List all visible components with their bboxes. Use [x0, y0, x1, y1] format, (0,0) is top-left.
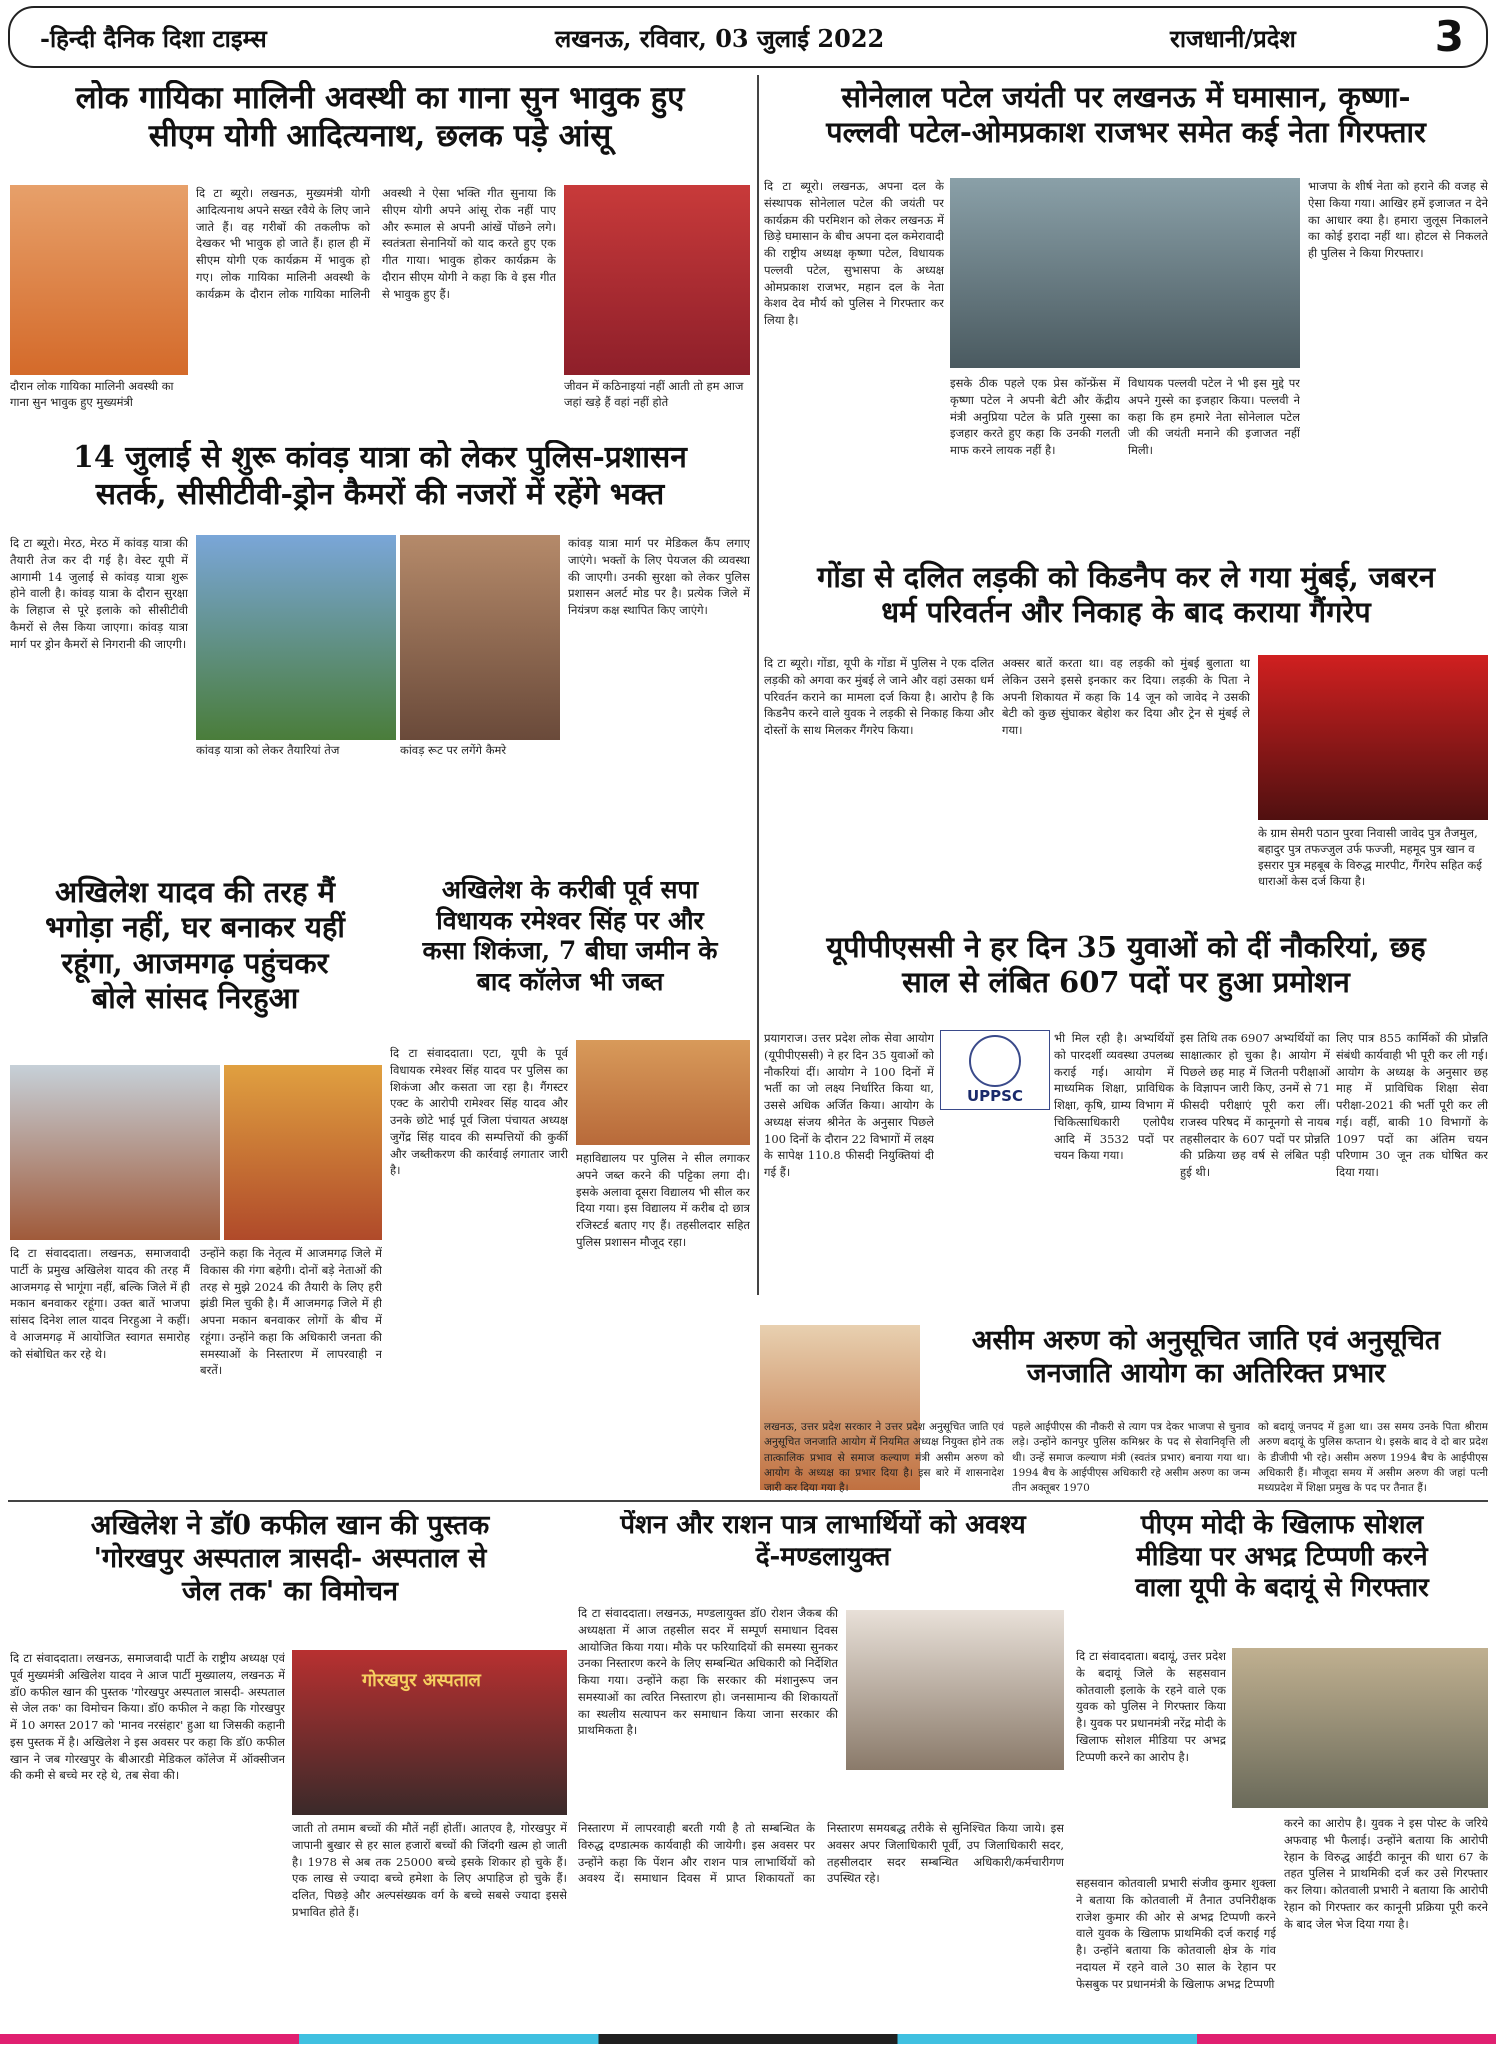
- gonda-body-col2: अक्सर बातें करता था। वह लड़की को मुंबई बुलाता था लेकिन उसने इससे इनकार कर दिया। लड़की के पिता ने अपनी शिकायत में कहा कि 14 जून को जावेद ने उसकी बेटी को कुछ सुंघाकर बेहोश कर दिया और ट्रेन से मुंबई ले गया।: [1002, 656, 1250, 738]
- kafeel-body-col2: जाती तो तमाम बच्चों की मौतें नहीं होतीं। आतएव है, गोरखपुर में जापानी बुखार से हर साल हजारों बच्चों की जिंदगी खत्म हो जाती है। 1978 से अब तक 25000 बच्चे इसके शिकार हो चुके हैं। एक लाख से ज्यादा बच्चे हमेशा के लिए अपाहिज हो चुके हैं। दलित, पिछड़े और अल्पसंख्यक वर्ग के बच्चे सबसे ज्यादा इससे प्रभावित होते हैं।: [292, 1821, 567, 1919]
- page-number: 3: [1434, 12, 1464, 61]
- malini-photo: [564, 185, 750, 375]
- pension-body: दि टा संवाददाता। लखनऊ, मण्डलायुक्त डॉ0 रोशन जैकब की अध्यक्षता में आज तहसील सदर में सम्पूर्ण समाधान दिवस आयोजित किया गया। मौके पर फरियादियों की समस्या सुनकर उनका निस्तारण करने के लिए सम्बन्धित अधिकारी को निर्देशित किया गया। उन्होंने कहा कि सरकार की मंशानुरूप जन समस्याओं का त्वरित निस्तारण हो। जनसामान्य की शिकायतों का स्थलीय सत्यापन कर समाधान किया जाना सरकार की प्राथमिकता है।: [578, 1606, 838, 1738]
- gonda-body-col1: दि टा ब्यूरो। गोंडा, यूपी के गोंडा में पुलिस ने एक दलित लड़की को अगवा कर मुंबई ले जाने और वहां उसका धर्म परिवर्तन कराने का मामला दर्ज किया है। आरोप है कि किडनैप करने वाले युवक ने लड़की से निकाह किया और दोस्तों के साथ मिलकर गैंगरेप किया।: [764, 656, 994, 738]
- asim-headline-line2: जनजाति आयोग का अतिरिक्त प्रभार: [1026, 1357, 1386, 1389]
- badaun-headline: [1076, 1510, 1488, 1640]
- sonelal-headline-line2: पल्लवी पटेल-ओमप्रकाश राजभर समेत कई नेता गिरफ्तार: [826, 115, 1426, 150]
- nirahua-headline-line2: भगोड़ा नहीं, घर बनाकर यहीं: [45, 910, 345, 945]
- uppsc-headline-line1: यूपीपीएससी ने हर दिन 35 युवाओं को दीं नौकरियां, छह: [826, 930, 1426, 964]
- uppsc-body-col2: भी मिल रही है। अभ्यर्थियों को पारदर्शी व्यवस्था उपलब्ध कराई गई। आयोग में माध्यमिक शिक्षा, प्राविधिक शिक्षा, कृषि, ग्राम्य विभाग में चिकित्साधिकारी एलोपैथ आदि में 3532 पदों पर चयन किया गया।: [1054, 1031, 1174, 1163]
- section-name: राजधानी/प्रदेश: [1170, 24, 1296, 53]
- rameshwar-headline-line3: कसा शिकंजा, 7 बीघा जमीन के: [422, 936, 718, 965]
- rameshwar-headline-line1: अखिलेश के करीबी पूर्व सपा: [441, 875, 699, 904]
- uppsc-logo-text: UPPSC: [967, 1087, 1023, 1105]
- malini-caption-right: जीवन में कठिनाइयां नहीं आती तो हम आज जहां खड़े हैं वहां नहीं होते: [564, 379, 744, 410]
- badaun-body-col2: करने का आरोप है। युवक ने इस पोस्ट के जरिये अफवाह भी फैलाई। उन्होंने बताया कि आरोपी रेहान के विरुद्ध आईटी कानून की धारा 67 के तहत पुलिस ने प्राथमिकी दर्ज कर उसे गिरफ्तार कर लिया। कोतवाली प्रभारी ने बताया कि आरोपी रेहान को गिरफ्तार कर कानूनी प्रक्रिया पूरी करने के बाद जेल भेज दिया गया है।: [1284, 1816, 1488, 1931]
- kanwar-headline-line1: 14 जुलाई से शुरू कांवड़ यात्रा को लेकर पुलिस-प्रशासन: [73, 440, 687, 475]
- nirahua-headline: [10, 875, 380, 1055]
- sonelal-body-col1: दि टा ब्यूरो। लखनऊ, अपना दल के संस्थापक सोनेलाल पटेल की जयंती पर कार्यक्रम की परमिशन को लेकर लखनऊ में छिड़े घमासान के बीच अपना दल कमेरावादी की राष्ट्रीय अध्यक्ष कृष्णा पटेल, विधायक पल्लवी पटेल, सुभासपा के अध्यक्ष ओमप्रकाश राजभर, महान दल के नेता केशव देव मौर्य को पुलिस ने गिरफ्तार कर लिया है।: [764, 179, 944, 328]
- rameshwar-headline-line2: विधायक रमेश्वर सिंह पर और: [436, 905, 704, 935]
- pension-headline-line2: दें-मण्डलायुक्त: [755, 1541, 891, 1572]
- nirahua-body-col1: दि टा संवाददाता। लखनऊ, समाजवादी पार्टी के प्रमुख अखिलेश यादव की तरह मैं आजमगढ़ से भागूंगा नहीं, बल्कि जिले में ही मकान बनवाकर रहूंगा। उक्त बातें भाजपा सांसद दिनेश लाल यादव निरहुआ ने कहीं। वे आजमगढ़ में आयोजित स्वागत समारोह को संबोधित कर रहे थे।: [10, 1246, 190, 1361]
- sonelal-body-col2: इसके ठीक पहले एक प्रेस कॉन्फ्रेंस में कृष्णा पटेल ने अपनी बेटी और केंद्रीय मंत्री अनुप्रिया पटेल के प्रति गुस्सा का इजहार करते हुए कहा कि उनकी गलती माफ करने लायक नहीं है।: [950, 376, 1120, 458]
- kanwar-photo-right: [400, 535, 560, 740]
- pension-headline-line1: पेंशन और राशन पात्र लाभार्थियों को अवश्य: [620, 1510, 1026, 1540]
- kanwar-caption-right: कांवड़ रूट पर लगेंगे कैमरे: [400, 743, 507, 757]
- uppsc-body-col1: प्रयागराज। उत्तर प्रदेश लोक सेवा आयोग (यूपीपीएससी) ने हर दिन 35 युवाओं को नौकरियां दीं। आयोग ने 100 दिनों में भर्ती का जो लक्ष्य निर्धारित किया था, उससे अधिक अर्जित किया। आयोग के अध्यक्ष संजय श्रीनेत के अनुसार पिछले 100 दिनों के दौरान 22 विभागों में लक्ष्य के सापेक्ष 110.8 फीसदी नियुक्तियां दी गई हैं।: [764, 1031, 934, 1180]
- dateline: लखनऊ, रविवार, 03 जुलाई 2022: [555, 24, 885, 53]
- rameshwar-body-col2: महाविद्यालय पर पुलिस ने सील लगाकर अपने जब्त करने की पट्टिका लगा दी। इसके अलावा दूसरा विद्यालय भी सील कर दिया गया। इस विद्यालय में करीब दो छात्र रजिस्टर्ड बताए गए हैं। तहसीलदार सहित पुलिस प्रशासन मौजूद रहा।: [576, 1151, 750, 1249]
- nirahua-body-col2: उन्होंने कहा कि नेतृत्व में आजमगढ़ जिले में विकास की गंगा बहेगी। दोनों बड़े नेताओं की तरह से मुझे 2024 की तैयारी के लिए हरी झंडी मिल चुकी है। मैं आजमगढ़ जिले में ही अपना मकान बनवाकर लोगों के बीच में रहूंगा। उन्होंने कहा कि अधिकारी जनता की समस्याओं के निस्तारण में लापरवाही न बरतें।: [200, 1246, 382, 1378]
- rameshwar-headline-line4: बाद कॉलेज भी जब्त: [476, 966, 664, 996]
- rameshwar-photo: [576, 1040, 750, 1145]
- emblem-icon: [969, 1035, 1021, 1087]
- gonda-headline: [764, 560, 1488, 650]
- kafeel-headline-line1: अखिलेश ने डॉ0 कफील खान की पुस्तक: [90, 1510, 490, 1541]
- kanwar-body-left: दि टा ब्यूरो। मेरठ, मेरठ में कांवड़ यात्रा की तैयारी तेज कर दी गई है। वेस्ट यूपी में आगामी 14 जुलाई से कांवड़ यात्रा शुरू होने वाली है। कांवड़ यात्रा के दौरान सुरक्षा के लिहाज से पूरे इलाके को सीसीटीवी कैमरों से लैस किया जाएगा। कांवड़ यात्रा मार्ग पर ड्रोन कैमरों से निगरानी की जाएगी।: [10, 536, 188, 651]
- gonda-photo: [1258, 655, 1488, 820]
- malini-headline: [10, 80, 750, 180]
- badaun-body-top: दि टा संवाददाता। बदायूं, उत्तर प्रदेश के बदायूं जिले के सहसवान कोतवाली इलाके के रहने वाले एक युवक को पुलिस ने गिरफ्तार किया है। युवक पर प्रधानमंत्री नरेंद्र मोदी के खिलाफ सोशल मीडिया पर अभद्र टिप्पणी करने का आरोप है।: [1076, 1649, 1226, 1764]
- uppsc-logo: [940, 1030, 1050, 1110]
- kafeel-headline-line3: जेल तक' का विमोचन: [182, 1575, 398, 1607]
- asim-body-col1: लखनऊ, उत्तर प्रदेश सरकार ने उत्तर प्रदेश अनुसूचित जाति एवं अनुसूचित जनजाति आयोग में नियमित अध्यक्ष नियुक्त होने तक तात्कालिक प्रभाव से समाज कल्याण मंत्री असीम अरुण को आयोग के अध्यक्ष का प्रभार दिया है। इस बारे में शासनादेश जारी कर दिया गया है।: [764, 1421, 1004, 1495]
- nirahua-headline-line3: रहूंगा, आजमगढ़ पहुंचकर: [61, 945, 329, 980]
- kanwar-headline-line2: सतर्क, सीसीटीवी-ड्रोन कैमरों की नजरों में रहेंगे भक्त: [95, 476, 665, 512]
- pension-headline: [578, 1510, 1068, 1600]
- malini-body: दि टा ब्यूरो। लखनऊ, मुख्यमंत्री योगी आदित्यनाथ अपने सख्त रवैये के लिए जाने जाते हैं। वह गरीबों की तकलीफ को देखकर भी भावुक हो जाते हैं। हाल ही में सीएम योगी एक कार्यक्रम में भावुक हो गए। लोक गायिका मालिनी अवस्थी के कार्यक्रम के दौरान लोक गायिका मालिनी अवस्थी ने ऐसा भक्ति गीत सुनाया कि सीएम योगी अपने आंसू रोक नहीं पाए और रूमाल से अपनी आंखें पोंछने लगे। स्वतंत्रता सेनानियों को याद करते हुए एक गीत गाया। भावुक होकर कार्यक्रम के दौरान सीएम योगी ने कहा कि वे इस गीत से भावुक हुए हैं।: [196, 186, 556, 301]
- gonda-caption: के ग्राम सेमरी पठान पुरवा निवासी जावेद पुत्र तैजमुल, बहादुर पुत्र तफज्जुल उर्फ फज्जी, महमूद पुत्र खान व इसरार पुत्र महबूब के विरुद्ध मारपीट, गैंगरेप सहित कई धाराओं केस दर्ज किया है।: [1258, 826, 1482, 889]
- kanwar-photo-left: [196, 535, 396, 740]
- gonda-headline-line2: धर्म परिवर्तन और निकाह के बाद कराया गैंगरेप: [881, 595, 1371, 630]
- sonelal-body-col4: भाजपा के शीर्ष नेता को हराने की वजह से ऐसा किया गया। आखिर हमें इजाजत न देने का आधार क्या है। हमारा जुलूस निकालने का कोई इरादा नहीं था। होटल से निकलते ही पुलिस ने किया गिरफ्तार।: [1308, 179, 1488, 261]
- uppsc-headline-line2: साल से लंबित 607 पदों पर हुआ प्रमोशन: [902, 965, 1350, 1000]
- cm-yogi-photo: [10, 185, 188, 375]
- akhilesh-photo: [10, 1065, 220, 1240]
- sonelal-photo: [950, 178, 1300, 368]
- badaun-headline-line1: पीएम मोदी के खिलाफ सोशल: [1140, 1510, 1424, 1540]
- badaun-headline-line3: वाला यूपी के बदायूं से गिरफ्तार: [1135, 1573, 1429, 1604]
- pension-body-bottom: निस्तारण में लापरवाही बरती गयी है तो सम्बन्धित के विरुद्ध दण्डात्मक कार्यवाही की जायेगी। इस अवसर पर उन्होंने कहा कि पेंशन और राशन पात्र लाभार्थियों को अवश्य दें। समाधान दिवस में प्राप्त शिकायतों का निस्तारण समयबद्ध तरीके से सुनिश्चित किया जाये। इस अवसर अपर जिलाधिकारी पूर्वी, उप जिलाधिकारी सदर, तहसीलदार सदर सम्बन्धित अधिकारी/कर्मचारीगण उपस्थित रहे।: [578, 1821, 1064, 1886]
- kafeel-headline-line2: 'गोरखपुर अस्पताल त्रासदी- अस्पताल से: [93, 1542, 487, 1574]
- footer-color-bar: [0, 2034, 1496, 2044]
- uppsc-headline: [764, 930, 1488, 1020]
- sonelal-headline-line1: सोनेलाल पटेल जयंती पर लखनऊ में घमासान, कृष्णा-: [841, 80, 1411, 114]
- column-divider: [757, 75, 759, 1295]
- uppsc-body-col4: लिए पात्र 855 कार्मिकों की प्रोन्नति संबंधी कार्यवाही भी पूरी कर ली गई। आयोग के अध्यक्ष के अनुसार छह माह में प्राविधिक शिक्षा सेवा परीक्षा-2021 की भर्ती पूरी कर ली गई। वहीं, बाकी 10 विभागों के 1097 पदों का अंतिम चयन परिणाम 30 जून तक घोषित कर दिया गया।: [1336, 1031, 1488, 1180]
- asim-headline-line1: असीम अरुण को अनुसूचित जाति एवं अनुसूचित: [971, 1325, 1441, 1356]
- asim-body-col3: को बदायूं जनपद में हुआ था। उस समय उनके पिता श्रीराम अरुण बदायूं के पुलिस कप्तान थे। इसके बाद वे दो बार प्रदेश के डीजीपी भी रहे। असीम अरुण 1994 बैच के आईपीएस अधिकारी हैं। मौजूदा समय में असीम अरुण की जहां पत्नी मध्यप्रदेश में शिक्षा प्रमुख के पद पर तैनात हैं।: [1258, 1421, 1488, 1495]
- kafeel-headline: [10, 1510, 570, 1640]
- malini-caption-left: दौरान लोक गायिका मालिनी अवस्थी का गाना सुन भावुक हुए मुख्यमंत्री: [10, 379, 174, 410]
- kafeel-body-col1: दि टा संवाददाता। लखनऊ, समाजवादी पार्टी के राष्ट्रीय अध्यक्ष एवं पूर्व मुख्यमंत्री अखिलेश यादव ने आज पार्टी मुख्यालय, लखनऊ में डॉ0 कफील खान की पुस्तक 'गोरखपुर अस्पताल त्रासदी- अस्पताल से जेल तक' का विमोचन किया। डॉ0 कफील ने कहा कि गोरखपुर में 10 अगस्त 2017 को 'मानव नरसंहार' हुआ था जिसकी कहानी इस पुस्तक में है। अखिलेश ने इस अवसर पर कहा कि डॉ0 कफील खान ने जब गोरखपुर के बीआरडी मेडिकल कॉलेज में ऑक्सीजन की कमी से बच्चे मर रहे थे, तब सेवा की।: [10, 1651, 285, 1783]
- badaun-body-col1: सहसवान कोतवाली प्रभारी संजीव कुमार शुक्ला ने बताया कि कोतवाली में तैनात उपनिरीक्षक राजेश कुमार की ओर से अभद्र टिप्पणी करने वाले युवक के खिलाफ प्राथमिकी दर्ज कराई गई है। उन्होंने बताया कि कोतवाली क्षेत्र के गांव नदायल में रहने वाले 30 साल के रेहान पर फेसबुक पर प्रधानमंत्री के खिलाफ अभद्र टिप्पणी: [1076, 1876, 1276, 1991]
- row-divider: [8, 1500, 1488, 1502]
- asim-body-col2: पहले आईपीएस की नौकरी से त्याग पत्र देकर भाजपा से चुनाव लड़े। उन्होंने कानपुर पुलिस कमिश्नर के पद से सेवानिवृत्ति ली थी। उन्हें समाज कल्याण मंत्री (स्वतंत्र प्रभार) बनाया गया था। 1994 बैच के आईपीएस अधिकारी रहे असीम अरुण का जन्म तीन अक्तूबर 1970: [1012, 1421, 1250, 1495]
- malini-headline-line2: सीएम योगी आदित्यनाथ, छलक पड़े आंसू: [148, 117, 612, 154]
- masthead: [8, 6, 1488, 68]
- nirahua-headline-line4: बोले सांसद निरहुआ: [91, 981, 299, 1016]
- kanwar-body-right: कांवड़ यात्रा मार्ग पर मेडिकल कैंप लगाए जाएंगे। भक्तों के लिए पेयजल की व्यवस्था की जाएगी। उनकी सुरक्षा को लेकर पुलिस प्रशासन अलर्ट मोड पर है। प्रत्येक जिले में नियंत्रण कक्ष स्थापित किए जाएंगे।: [568, 536, 750, 618]
- kafeel-photo: [292, 1650, 567, 1815]
- pension-photo: [846, 1610, 1064, 1770]
- kanwar-caption-left: कांवड़ यात्रा को लेकर तैयारियां तेज: [196, 743, 340, 757]
- nirahua-photo: [224, 1065, 382, 1240]
- rameshwar-headline: [390, 875, 750, 1040]
- badaun-headline-line2: मीडिया पर अभद्र टिप्पणी करने: [1136, 1541, 1428, 1572]
- kanwar-headline: [10, 440, 750, 526]
- rameshwar-body-col1: दि टा संवाददाता। एटा, यूपी के पूर्व विधायक रमेश्वर सिंह यादव पर पुलिस का शिकंजा और कसता जा रहा है। गैंगस्टर एक्ट के आरोपी रामेश्वर सिंह यादव और उनके छोटे भाई पूर्व जिला पंचायत अध्यक्ष जुगेंद्र सिंह यादव की सम्पत्तियों की कुर्की और जब्तीकरण की कार्रवाई लगातार जारी है।: [390, 1046, 568, 1178]
- paper-name: -हिन्दी दैनिक दिशा टाइम्स: [40, 24, 267, 53]
- gonda-headline-line1: गोंडा से दलित लड़की को किडनैप कर ले गया मुंबई, जबरन: [817, 560, 1435, 594]
- badaun-photo: [1232, 1648, 1488, 1808]
- nirahua-headline-line1: अखिलेश यादव की तरह मैं: [55, 875, 335, 909]
- malini-headline-line1: लोक गायिका मालिनी अवस्थी का गाना सुन भावुक हुए: [75, 80, 685, 116]
- uppsc-body-col3: इस तिथि तक 6907 अभ्यर्थियों का साक्षात्कार हो चुका है। आयोग में पिछले छह माह में जितनी परीक्षाओं के विज्ञापन जारी किए, उनमें से 71 फीसदी परीक्षाएं पूरी करा लीं। राजस्व परिषद में कानूनगो से नायब तहसीलदार के 607 पदों पर प्रोन्नति की प्रक्रिया छह वर्ष से लंबित पड़ी हुई थी।: [1180, 1031, 1330, 1180]
- sonelal-body-col3: विधायक पल्लवी पटेल ने भी इस मुद्दे पर अपने गुस्से का इजहार किया। पल्लवी ने कहा कि हम हमारे नेता सोनेलाल पटेल जी की जयंती मनाने की इजाजत नहीं मिली।: [1128, 376, 1300, 458]
- kafeel-photo-banner: गोरखपुर अस्पताल: [362, 1670, 481, 1691]
- sonelal-headline: [764, 80, 1488, 170]
- asim-headline: [924, 1325, 1488, 1415]
